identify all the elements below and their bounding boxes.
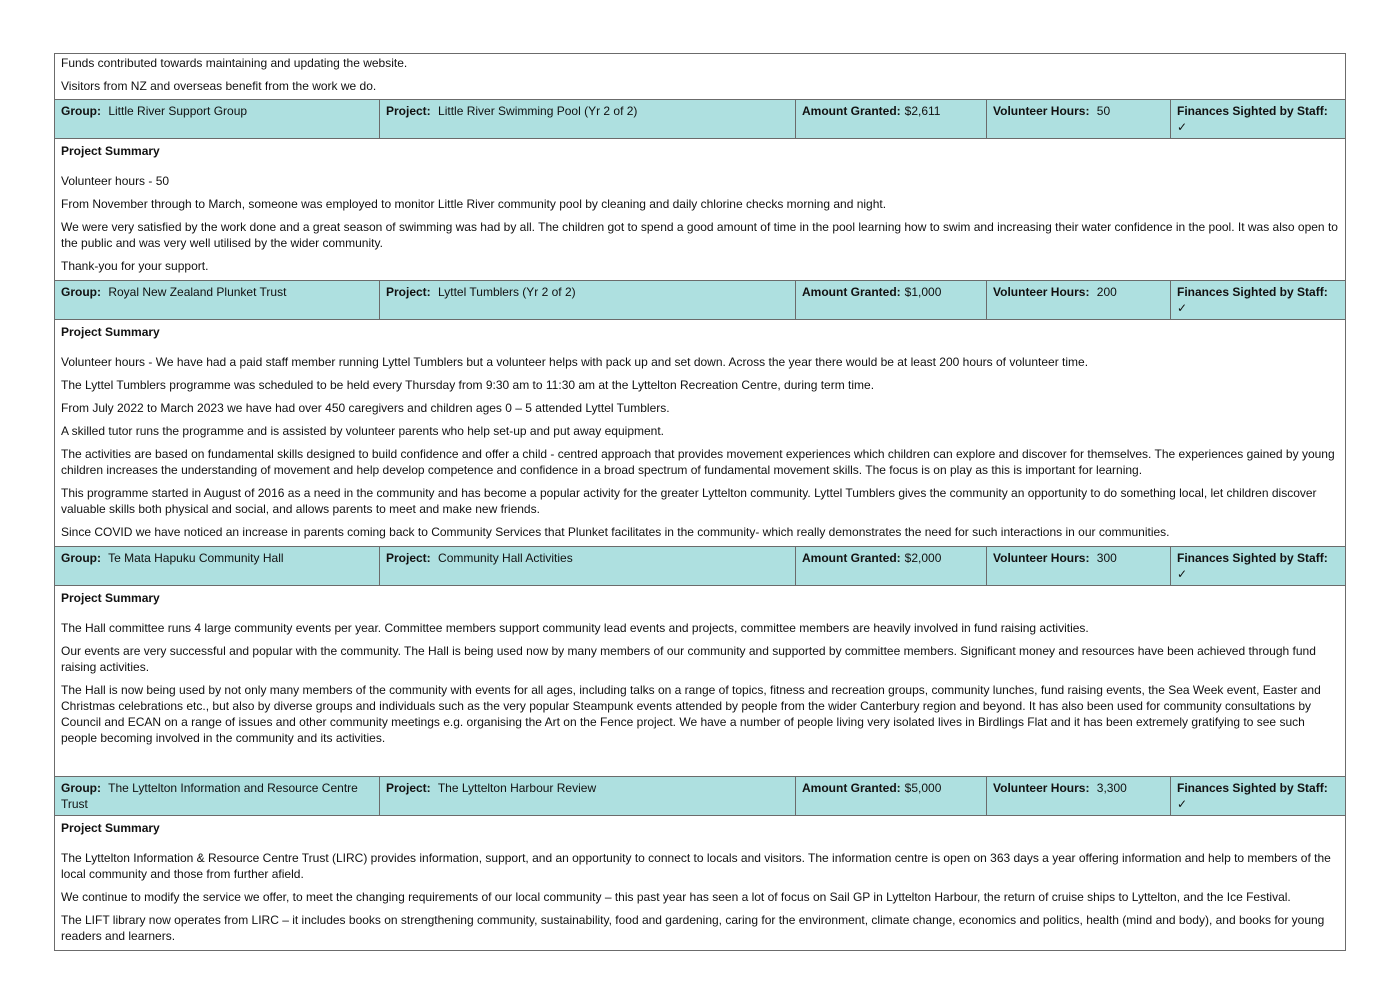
intro-line: Visitors from NZ and overseas benefit from the work we do.: [61, 79, 377, 93]
summary-paragraph: Volunteer hours - 50: [61, 174, 170, 188]
grant-header-row: [55, 99, 1345, 139]
hours-label: Volunteer Hours:: [993, 551, 1090, 565]
summary-paragraph: The Hall committee runs 4 large community events per year. Committee members support community lead events and projects, committee members are heavily involved in fund raising activities.: [61, 621, 1089, 635]
group-cell: [55, 281, 379, 319]
amount-cell: [795, 100, 986, 138]
project-label: Project:: [386, 104, 431, 118]
group-cell: [55, 100, 379, 138]
group-name: Te Mata Hapuku Community Hall: [108, 551, 284, 565]
hours-cell: [986, 547, 1170, 585]
amount-cell: [795, 777, 986, 815]
project-cell: [379, 547, 795, 585]
summary-paragraph: We were very satisfied by the work done and a great season of swimming was had by all. The children got to spend a good amount of time in the pool learning how to swim and increasing their water confidence in the pool. It was also open to the public and was very well utilised by the wider community.: [61, 220, 1338, 250]
hours-value: 300: [1096, 551, 1117, 565]
group-label: Group:: [61, 104, 101, 118]
summary-heading: Project Summary: [61, 325, 160, 339]
project-name: Little River Swimming Pool (Yr 2 of 2): [438, 104, 638, 118]
hours-label: Volunteer Hours:: [993, 781, 1090, 795]
intro-line: Funds contributed towards maintaining and updating the website.: [61, 56, 408, 70]
hours-cell: [986, 777, 1170, 815]
project-summary: [55, 139, 1345, 280]
summary-heading: Project Summary: [61, 591, 160, 605]
summary-paragraph: A skilled tutor runs the programme and is assisted by volunteer parents who help set-up and put away equipment.: [61, 424, 665, 438]
hours-value: 200: [1096, 285, 1117, 299]
hours-label: Volunteer Hours:: [993, 104, 1090, 118]
finances-label: Finances Sighted by Staff:: [1177, 104, 1328, 118]
summary-paragraph: The Lyttelton Information & Resource Centre Trust (LIRC) provides information, support, and an opportunity to connect to locals and visitors. The information centre is open on 363 days a year offering information and help to members of the local community and those from further afield.: [61, 851, 1331, 881]
group-label: Group:: [61, 285, 101, 299]
project-summary: [55, 586, 1345, 776]
group-cell: [55, 777, 379, 815]
amount-label: Amount Granted:: [802, 104, 901, 118]
group-label: Group:: [61, 781, 101, 795]
summary-paragraph: Our events are very successful and popular with the community. The Hall is being used now by many members of our community and supported by committee members. Significant money and resources have been achieved through fund raising activities.: [61, 644, 1316, 674]
project-name: Lyttel Tumblers (Yr 2 of 2): [438, 285, 576, 299]
summary-paragraph: The LIFT library now operates from LIRC – it includes books on strengthening community, sustainability, food and gardening, caring for the environment, climate change, economics and politics, health (mind and body), and books for young readers and learners.: [61, 913, 1325, 943]
checkmark-icon: ✓: [1177, 301, 1188, 315]
grant-header-row: [55, 776, 1345, 816]
grant-header-row: [55, 546, 1345, 586]
finances-label: Finances Sighted by Staff:: [1177, 551, 1328, 565]
summary-heading: Project Summary: [61, 821, 160, 835]
project-summary: [55, 320, 1345, 546]
project-summary: [55, 816, 1345, 950]
summary-paragraph: The Hall is now being used by not only many members of the community with events for all ages, including talks on a range of topics, fitness and recreation groups, community lunches, fund raising events, the Sea Week event, Easter and Christmas celebrations etc., but also by diverse groups and individuals such as the very popular Steampunk events attended by people from the wider Canterbury region and beyond. It has also been used for community consultations by Council and ECAN on a range of issues and other community meetings e.g. organising the Art on the Fence project. We have a number of people living very isolated lives in Birdlings Flat and it has been extremely gratifying to see such people becoming involved in the community and its activities.: [61, 683, 1321, 745]
amount-value: $5,000: [904, 781, 942, 795]
hours-value: 3,300: [1096, 781, 1127, 795]
group-label: Group:: [61, 551, 101, 565]
finances-cell: [1170, 281, 1345, 319]
summary-paragraph: This programme started in August of 2016 as a need in the community and has become a popular activity for the greater Lyttelton community. Lyttel Tumblers gives the community an opportunity to do something local, let children discover valuable skills both physical and social, and allows parents to meet and make new friends.: [61, 486, 1317, 516]
amount-cell: [795, 281, 986, 319]
finances-cell: [1170, 100, 1345, 138]
grant-header-row: [55, 280, 1345, 320]
finances-cell: [1170, 547, 1345, 585]
hours-cell: [986, 281, 1170, 319]
project-cell: [379, 281, 795, 319]
hours-label: Volunteer Hours:: [993, 285, 1090, 299]
project-cell: [379, 777, 795, 815]
summary-paragraph: We continue to modify the service we offer, to meet the changing requirements of our local community – this past year has seen a lot of focus on Sail GP in Lyttelton Harbour, the return of cruise ships to Lyttelton, and the Ice Festival.: [61, 890, 1291, 904]
project-label: Project:: [386, 285, 431, 299]
grants-report-table: [54, 53, 1346, 951]
finances-cell: [1170, 777, 1345, 815]
amount-value: $1,000: [904, 285, 942, 299]
summary-paragraph: From November through to March, someone was employed to monitor Little River community pool by cleaning and daily chlorine checks morning and night.: [61, 197, 887, 211]
group-cell: [55, 547, 379, 585]
checkmark-icon: ✓: [1177, 120, 1188, 134]
amount-cell: [795, 547, 986, 585]
project-name: Community Hall Activities: [438, 551, 573, 565]
checkmark-icon: ✓: [1177, 797, 1188, 811]
group-name: The Lyttelton Information and Resource Centre Trust: [61, 781, 358, 811]
project-label: Project:: [386, 551, 431, 565]
summary-paragraph: The activities are based on fundamental skills designed to build confidence and offer a child - centred approach that provides movement experiences which children can explore and discover for themselves. The experiences gained by young children increases the understanding of movement and help develop competence and confidence in a broad spectrum of fundamental movement skills. The focus is on play as this is important for learning.: [61, 447, 1335, 477]
group-name: Little River Support Group: [108, 104, 248, 118]
previous-entry-continuation: [55, 54, 1345, 99]
summary-paragraph: The Lyttel Tumblers programme was scheduled to be held every Thursday from 9:30 am to 11:30 am at the Lyttelton Recreation Centre, during term time.: [61, 378, 875, 392]
finances-label: Finances Sighted by Staff:: [1177, 285, 1328, 299]
project-name: The Lyttelton Harbour Review: [437, 781, 597, 795]
amount-label: Amount Granted:: [802, 551, 901, 565]
summary-heading: Project Summary: [61, 144, 160, 158]
project-cell: [379, 100, 795, 138]
group-name: Royal New Zealand Plunket Trust: [108, 285, 287, 299]
project-label: Project:: [386, 781, 431, 795]
amount-label: Amount Granted:: [802, 781, 901, 795]
summary-paragraph: Since COVID we have noticed an increase in parents coming back to Community Services that Plunket facilitates in the community- which really demonstrates the need for such interactions in our communities.: [61, 525, 1170, 539]
summary-paragraph: From July 2022 to March 2023 we have had over 450 caregivers and children ages 0 – 5 attended Lyttel Tumblers.: [61, 401, 670, 415]
amount-value: $2,000: [904, 551, 942, 565]
amount-value: $2,611: [904, 104, 941, 118]
summary-paragraph: Volunteer hours - We have had a paid staff member running Lyttel Tumblers but a volunteer helps with pack up and set down. Across the year there would be at least 200 hours of volunteer time.: [61, 355, 1089, 369]
finances-label: Finances Sighted by Staff:: [1177, 781, 1328, 795]
amount-label: Amount Granted:: [802, 285, 901, 299]
checkmark-icon: ✓: [1177, 567, 1188, 581]
hours-value: 50: [1096, 104, 1111, 118]
hours-cell: [986, 100, 1170, 138]
summary-paragraph: Thank-you for your support.: [61, 259, 209, 273]
